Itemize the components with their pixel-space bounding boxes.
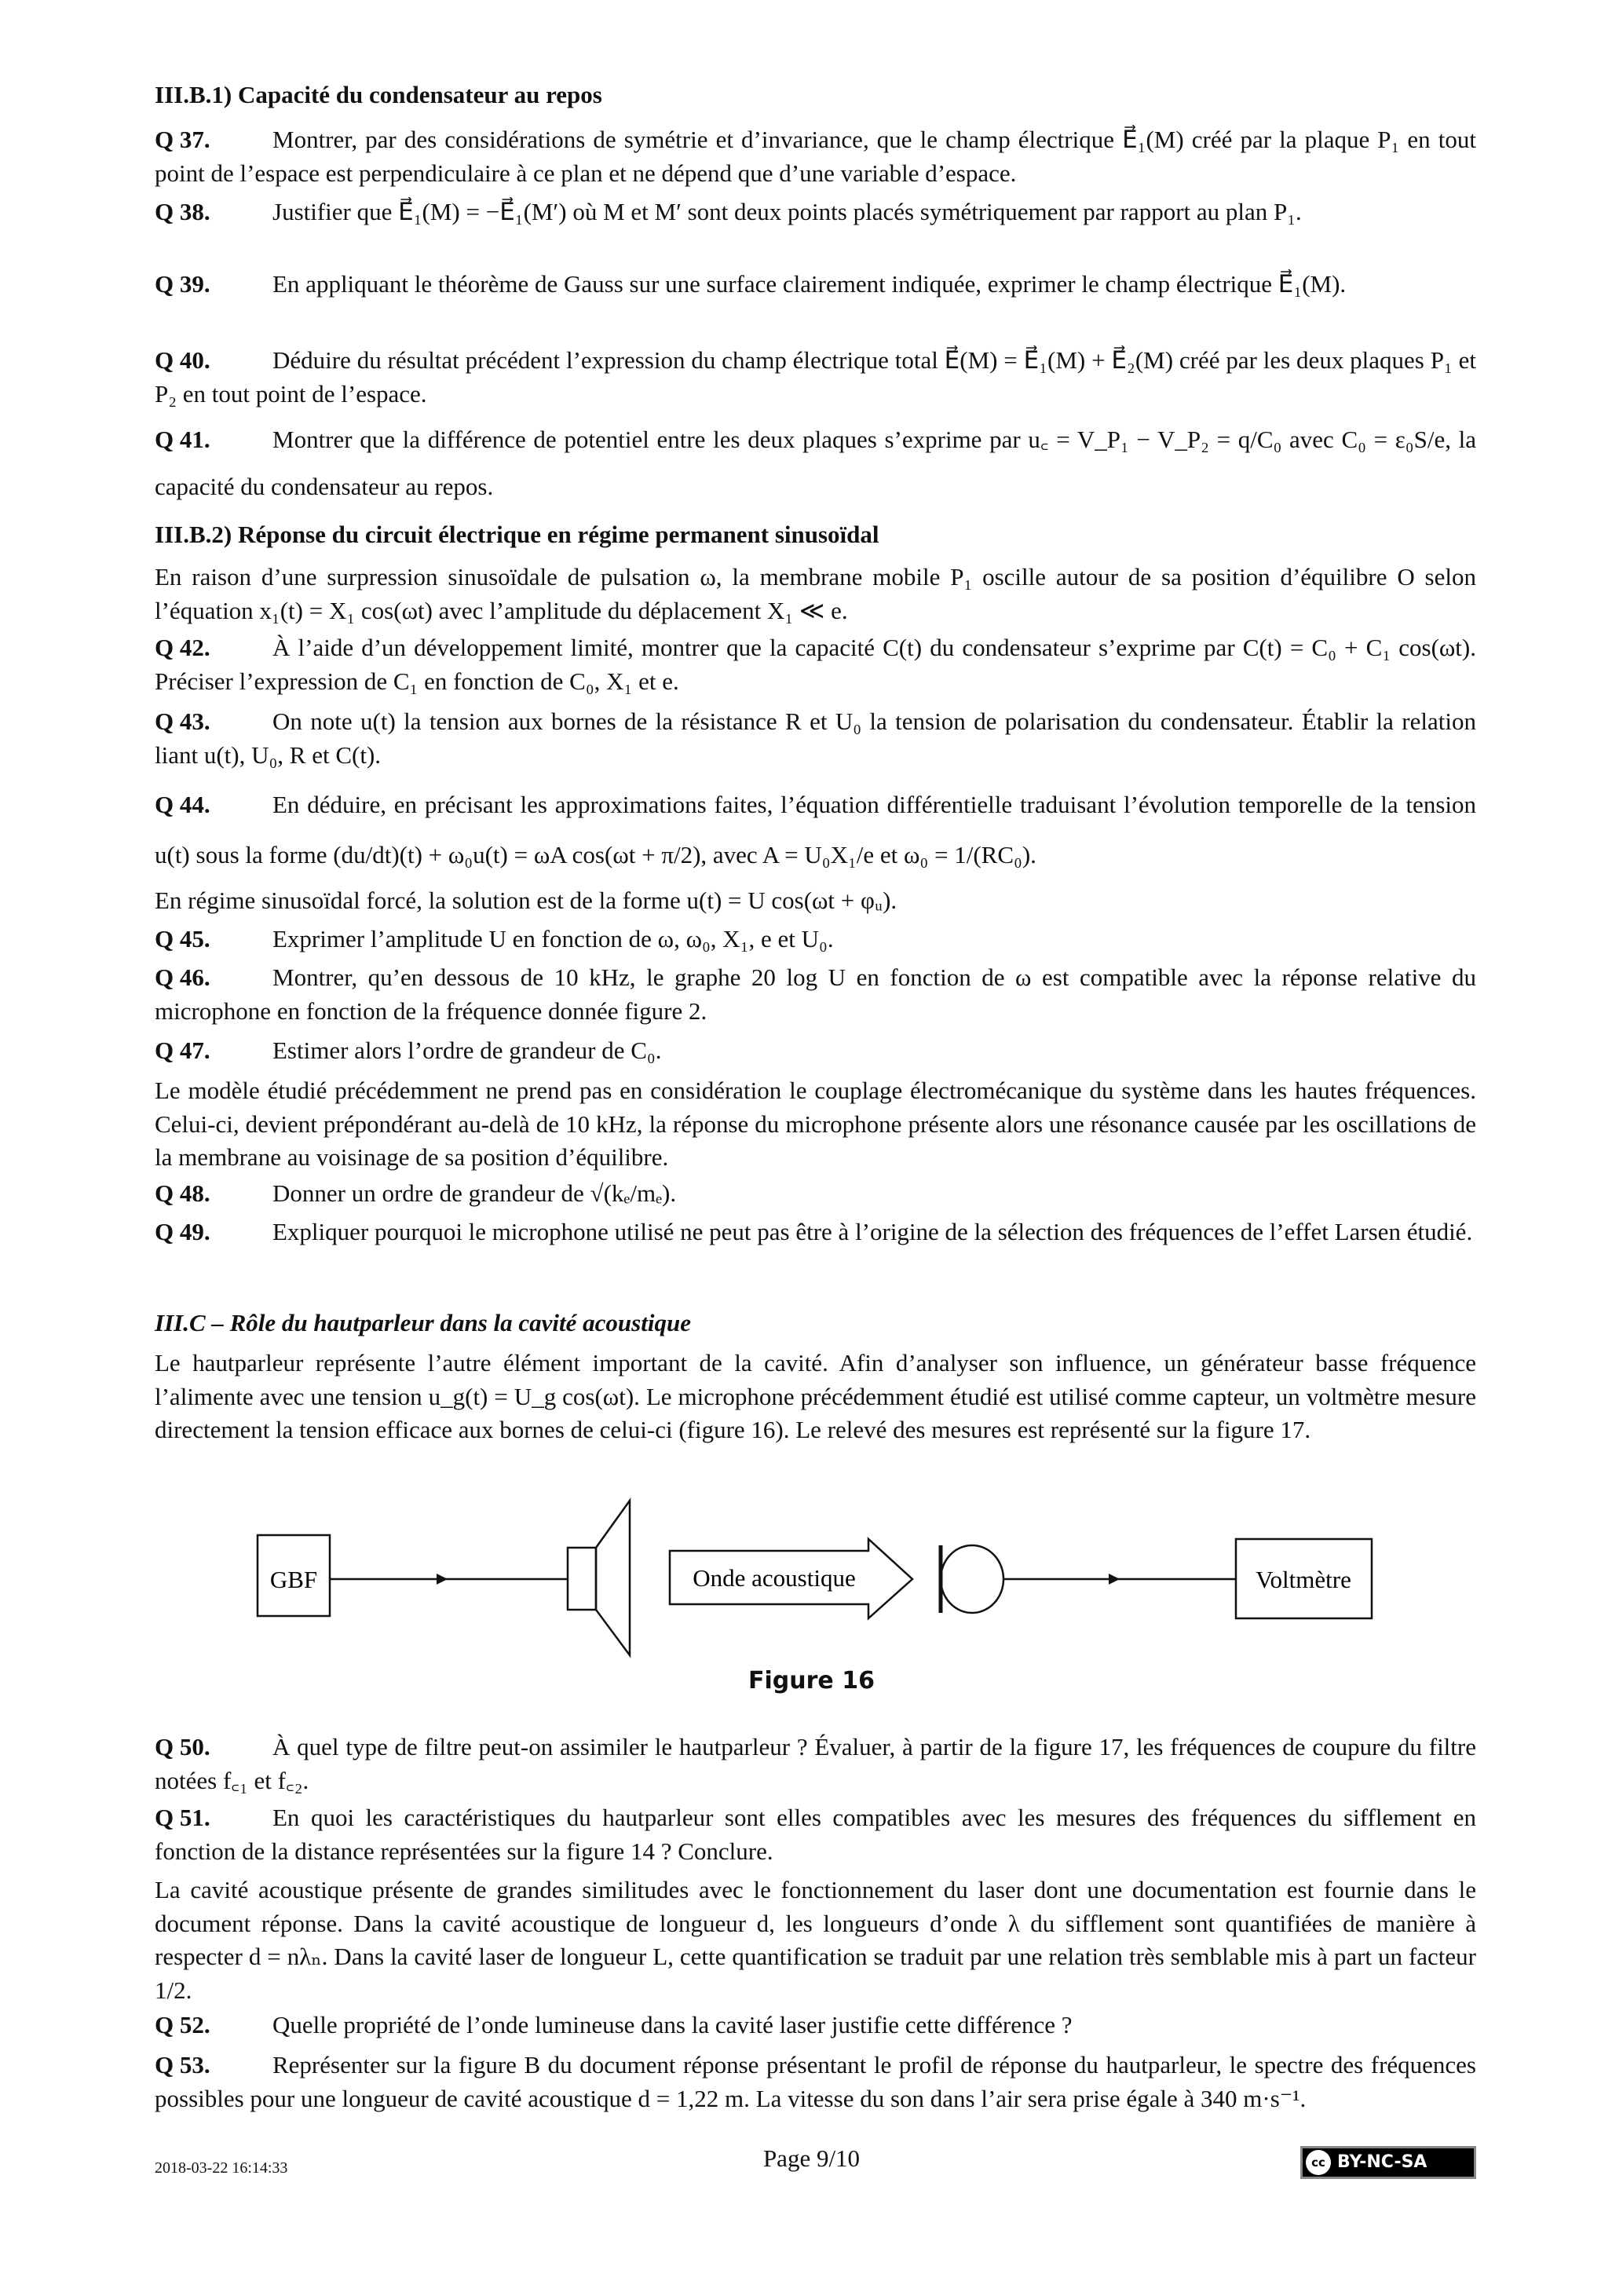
paragraph: Le modèle étudié précédemment ne prend pas en considération le couplage électromécanique du système dans les hautes fréquences. Celui-ci, devient prépondérant au-delà de 10 kHz, la réponse du microphone présente alors une résonance causée par les oscillations de la membrane au voisinage de sa position d’équilibre.: [155, 1077, 1476, 1171]
question-label: Q 43.: [155, 707, 210, 735]
current-arrow-icon: [437, 1574, 448, 1585]
question-text: À l’aide d’un développement limité, montrer que la capacité C(t) du condensateur s’exprime par C(t) = C₀ + C₁ cos(ωt). Préciser l’expression de C₁ en fonction de C₀, X₁ et e.: [155, 634, 1476, 695]
question-label: Q 48.: [155, 1179, 210, 1207]
section-heading-c: III.C – Rôle du hautparleur dans la cavité acoustique: [155, 1309, 691, 1336]
question-label: Q 37.: [155, 126, 210, 153]
question-text: Montrer, qu’en dessous de 10 kHz, le graphe 20 log U en fonction de ω est compatible avec la réponse relative du microphone en fonction de la fréquence donnée figure 2.: [155, 963, 1476, 1025]
question-label: Q 39.: [155, 270, 210, 298]
paragraph: En raison d’une surpression sinusoïdale de pulsation ω, la membrane mobile P₁ oscille autour de sa position d’équilibre O selon l’équation x₁(t) = X₁ cos(ωt) avec l’amplitude du déplacement X₁ ≪ e.: [155, 563, 1476, 624]
cc-license-badge: [1300, 2146, 1476, 2179]
microphone-body: [941, 1545, 1003, 1613]
question-text: Déduire du résultat précédent l’expression du champ électrique total E⃗(M) = E⃗₁(M) + E⃗₂(M) créé par les deux plaques P₁ et P₂ en tout point de l’espace.: [155, 346, 1476, 408]
paragraph: En régime sinusoïdal forcé, la solution est de la forme u(t) = U cos(ωt + φᵤ).: [155, 887, 897, 914]
question-text: Donner un ordre de grandeur de √(kₑ/mₑ).: [272, 1179, 677, 1207]
question-label: Q 53.: [155, 2051, 210, 2078]
question-label: Q 46.: [155, 963, 210, 991]
voltmeter-label: Voltmètre: [1256, 1566, 1351, 1593]
question-51: [155, 1801, 1476, 1868]
question-label: Q 51.: [155, 1804, 210, 1831]
current-arrow-icon: [1109, 1574, 1120, 1585]
section-heading-b2: III.B.2) Réponse du circuit électrique en régime permanent sinusoïdal: [155, 521, 879, 548]
question-text: Quelle propriété de l’onde lumineuse dans la cavité laser justifie cette différence ?: [272, 2011, 1073, 2038]
speaker-magnet: [568, 1548, 596, 1610]
question-label: Q 42.: [155, 634, 210, 661]
speaker-cone: [596, 1501, 630, 1655]
wave-label: Onde acoustique: [693, 1564, 856, 1592]
gbf-label: GBF: [269, 1566, 318, 1593]
figure-caption: Figure 16: [748, 1667, 875, 1695]
question-label: Q 52.: [155, 2011, 210, 2038]
question-label: Q 38.: [155, 198, 210, 225]
paragraph: La cavité acoustique présente de grandes similitudes avec le fonctionnement du laser dont une documentation est fournie dans le document réponse. Dans la cavité acoustique de longueur d, les longueurs d’onde λ du sifflement sont quantifiées de manière à respecter d = nλₙ. Dans la cavité laser de longueur L, cette quantification se traduit par une relation très semblable mis à part un facteur 1/2.: [155, 1876, 1476, 2004]
question-label: Q 41.: [155, 426, 210, 453]
section-heading-b1: III.B.1) Capacité du condensateur au repos: [155, 81, 602, 108]
question-text: Montrer, par des considérations de symétrie et d’invariance, que le champ électrique E⃗₁(M) créé par la plaque P₁ en tout point de l’espace est perpendiculaire à ce plan et ne dépend que d’une variable d’espace.: [155, 126, 1476, 187]
question-53: [155, 2049, 1476, 2115]
question-label: Q 44.: [155, 791, 210, 818]
question-label: Q 47.: [155, 1036, 210, 1064]
question-text: Montrer que la différence de potentiel entre les deux plaques s’exprime par u꜀ = V_P₁ − V_P₂ = q/C₀ avec C₀ = ε₀S/e, la capacité du condensateur au repos.: [155, 426, 1476, 500]
cc-icon: cc: [1306, 2150, 1331, 2175]
license-label: BY-NC-SA: [1337, 2152, 1427, 2172]
question-label: Q 45.: [155, 925, 210, 952]
footer-timestamp: 2018-03-22 16:14:33: [155, 2159, 288, 2177]
question-52: [155, 2009, 1476, 2042]
page-number: Page 9/10: [762, 2144, 861, 2172]
paragraph: Le hautparleur représente l’autre élément important de la cavité. Afin d’analyser son influence, un générateur basse fréquence l’alimente avec une tension u_g(t) = U_g cos(ωt). Le microphone précédemment étudié est utilisé comme capteur, un voltmètre mesure directement la tension efficace aux bornes de celui-ci (figure 16). Le relevé des mesures est représenté sur la figure 17.: [155, 1349, 1476, 1443]
question-text: À quel type de filtre peut-on assimiler le hautparleur ? Évaluer, à partir de la figure 17, les fréquences de coupure du filtre notées f꜀₁ et f꜀₂.: [155, 1733, 1476, 1794]
question-label: Q 49.: [155, 1218, 210, 1245]
question-text: Estimer alors l’ordre de grandeur de C₀.: [272, 1036, 662, 1064]
question-text: Justifier que E⃗₁(M) = −E⃗₁(M′) où M et M′ sont deux points placés symétriquement par rapport au plan P₁.: [272, 198, 1302, 225]
question-label: Q 40.: [155, 346, 210, 374]
question-50: [155, 1731, 1476, 1797]
question-text: En appliquant le théorème de Gauss sur une surface clairement indiquée, exprimer le champ électrique E⃗₁(M).: [272, 270, 1347, 298]
question-text: En quoi les caractéristiques du hautparleur sont elles compatibles avec les mesures des fréquences du sifflement en fonction de la distance représentées sur la figure 14 ? Conclure.: [155, 1804, 1476, 1865]
question-text: En déduire, en précisant les approximations faites, l’équation différentielle traduisant l’évolution temporelle de la tension u(t) sous la forme (du/dt)(t) + ω₀u(t) = ωA cos(ωt + π/2), avec A = U₀X₁/e et ω₀ = 1/(RC₀).: [155, 791, 1476, 868]
question-text: On note u(t) la tension aux bornes de la résistance R et U₀ la tension de polarisation du condensateur. Établir la relation liant u(t), U₀, R et C(t).: [155, 707, 1476, 769]
question-text: Représenter sur la figure B du document réponse présentant le profil de réponse du hautparleur, le spectre des fréquences possibles pour une longueur de cavité acoustique d = 1,22 m. La vitesse du son dans l’air sera prise égale à 340 m·s⁻¹.: [155, 2051, 1476, 2112]
question-text: Expliquer pourquoi le microphone utilisé ne peut pas être à l’origine de la sélection des fréquences de l’effet Larsen étudié.: [272, 1218, 1473, 1245]
question-text: Exprimer l’amplitude U en fonction de ω, ω₀, X₁, e et U₀.: [272, 925, 834, 952]
question-label: Q 50.: [155, 1733, 210, 1760]
